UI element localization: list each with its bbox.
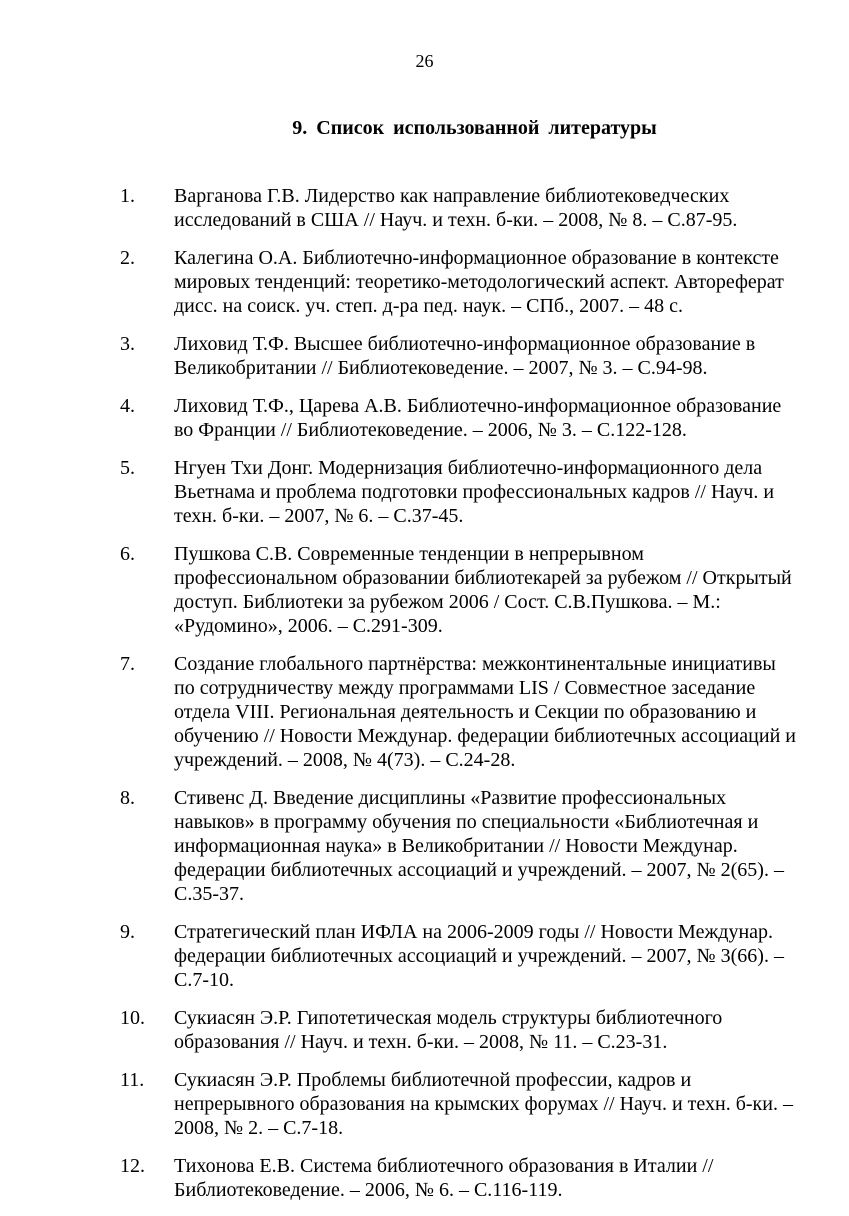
reference-number: 11.	[120, 1069, 145, 1091]
reference-text: Пушкова С.В. Современные тенденции в непрерывном профессиональном образовании библиотекарей за рубежом // Открытый доступ. Библиотеки за рубежом 2006 / Сост. С.В.Пушкова. – М.: «Рудомино», 2006. – С.291-309.	[174, 543, 792, 637]
reference-text: Тихонова Е.В. Система библиотечного образования в Италии // Библиотековедение. – 2006, № 6. – С.116-119.	[174, 1155, 714, 1201]
reference-number: 3.	[120, 333, 135, 355]
reference-number: 7.	[120, 653, 135, 675]
reference-item	[0, 920, 849, 992]
reference-item	[0, 456, 849, 528]
reference-text: Лиховид Т.Ф., Царева А.В. Библиотечно-информационное образование во Франции // Библиотековедение. – 2006, № 3. – С.122-128.	[174, 395, 782, 441]
reference-text: Стратегический план ИФЛА на 2006-2009 годы // Новости Междунар. федерации библиотечных ассоциаций и учреждений. – 2007, № 3(66). – С.7-10.	[174, 921, 784, 991]
reference-number: 1.	[120, 185, 135, 207]
page-title: 9. Список использованной литературы	[292, 117, 657, 139]
reference-text: Создание глобального партнёрства: межконтинентальные инициативы по сотрудничеству между программами LIS / Совместное заседание отдела VIII. Региональная деятельность и Секции по образованию и обучению // Новости Междунар. федерации библиотечных ассоциаций и учреждений. – 2008, № 4(73). – С.24-28.	[174, 653, 796, 771]
reference-item	[0, 542, 849, 638]
reference-number: 10.	[120, 1007, 145, 1029]
reference-list	[0, 184, 849, 1216]
reference-number: 4.	[120, 395, 135, 417]
reference-number: 6.	[120, 543, 135, 565]
reference-number: 8.	[120, 787, 135, 809]
reference-text: Стивенс Д. Введение дисциплины «Развитие профессиональных навыков» в программу обучения по специальности «Библиотечная и информационная наука» в Великобритании // Новости Междунар. федерации библиотечных ассоциаций и учреждений. – 2007, № 2(65). – С.35-37.	[174, 787, 784, 905]
reference-text: Лиховид Т.Ф. Высшее библиотечно-информационное образование в Великобритании // Библиотековедение. – 2007, № 3. – С.94-98.	[174, 333, 756, 379]
reference-text: Нгуен Тхи Донг. Модернизация библиотечно-информационного дела Вьетнама и проблема подготовки профессиональных кадров // Науч. и техн. б-ки. – 2007, № 6. – С.37-45.	[174, 457, 775, 527]
reference-number: 9.	[120, 921, 135, 943]
reference-number: 12.	[120, 1155, 145, 1177]
page-number: 26	[415, 51, 434, 71]
reference-number: 2.	[120, 247, 135, 269]
reference-text: Варганова Г.В. Лидерство как направление библиотековедческих исследований в США // Науч. и техн. б-ки. – 2008, № 8. – С.87-95.	[174, 185, 738, 231]
reference-item	[0, 332, 849, 380]
reference-text: Сукиасян Э.Р. Проблемы библиотечной профессии, кадров и непрерывного образования на крымских форумах // Науч. и техн. б-ки. – 2008, № 2. – С.7-18.	[174, 1069, 793, 1139]
reference-item	[0, 246, 849, 318]
reference-text: Калегина О.А. Библиотечно-информационное образование в контексте мировых тенденций: теоретико-методологический аспект. Автореферат дисс. на соиск. уч. степ. д-ра пед. наук. – СПб., 2007. – 48 с.	[174, 247, 784, 317]
reference-item	[0, 184, 849, 232]
reference-item	[0, 652, 849, 772]
reference-item	[0, 394, 849, 442]
reference-item	[0, 786, 849, 906]
reference-text: Сукиасян Э.Р. Гипотетическая модель структуры библиотечного образования // Науч. и техн. б-ки. – 2008, № 11. – С.23-31.	[174, 1007, 723, 1053]
reference-item	[0, 1006, 849, 1054]
reference-number: 5.	[120, 457, 135, 479]
reference-item	[0, 1068, 849, 1140]
reference-item	[0, 1154, 849, 1202]
